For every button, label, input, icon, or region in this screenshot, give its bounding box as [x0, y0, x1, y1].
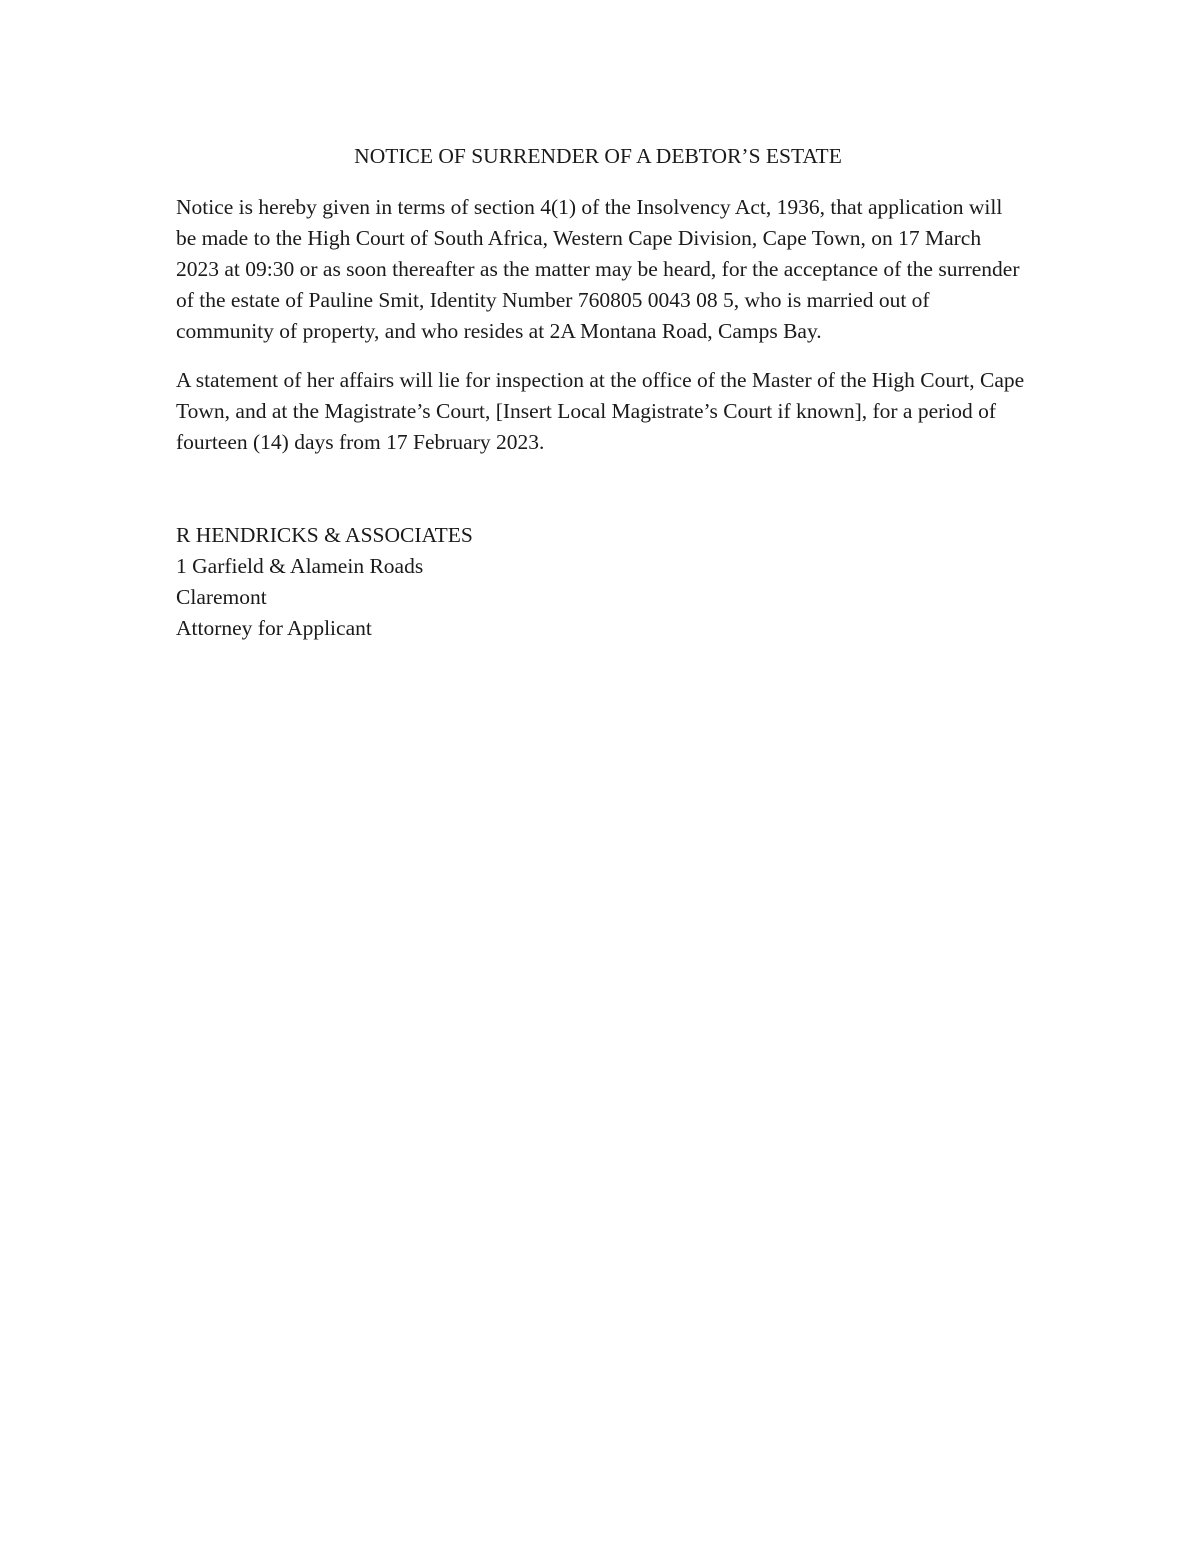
- document-title: NOTICE OF SURRENDER OF A DEBTOR’S ESTATE: [354, 144, 842, 168]
- firm-name: R HENDRICKS & ASSOCIATES: [176, 523, 473, 547]
- signature-block: [176, 520, 1026, 644]
- address-line-1: 1 Garfield & Alamein Roads: [176, 554, 424, 578]
- document-body: [176, 141, 1026, 644]
- notice-paragraph: Notice is hereby given in terms of section 4(1) of the Insolvency Act, 1936, that application will be made to the High Court of South Africa, Western Cape Division, Cape Town, on 17 March 2023 at 09:30 or as soon thereafter as the matter may be heard, for the acceptance of the surrender of the estate of Pauline Smit, Identity Number 760805 0043 08 5, who is married out of community of property, and who resides at 2A Montana Road, Camps Bay.: [176, 195, 1020, 343]
- address-line-2: Claremont: [176, 585, 267, 609]
- signatory-role: Attorney for Applicant: [176, 616, 372, 640]
- statement-paragraph: A statement of her affairs will lie for inspection at the office of the Master of the High Court, Cape Town, and at the Magistrate’s Court, [Insert Local Magistrate’s Court if known], for a period of fourteen (14) days from 17 February 2023.: [176, 368, 1025, 454]
